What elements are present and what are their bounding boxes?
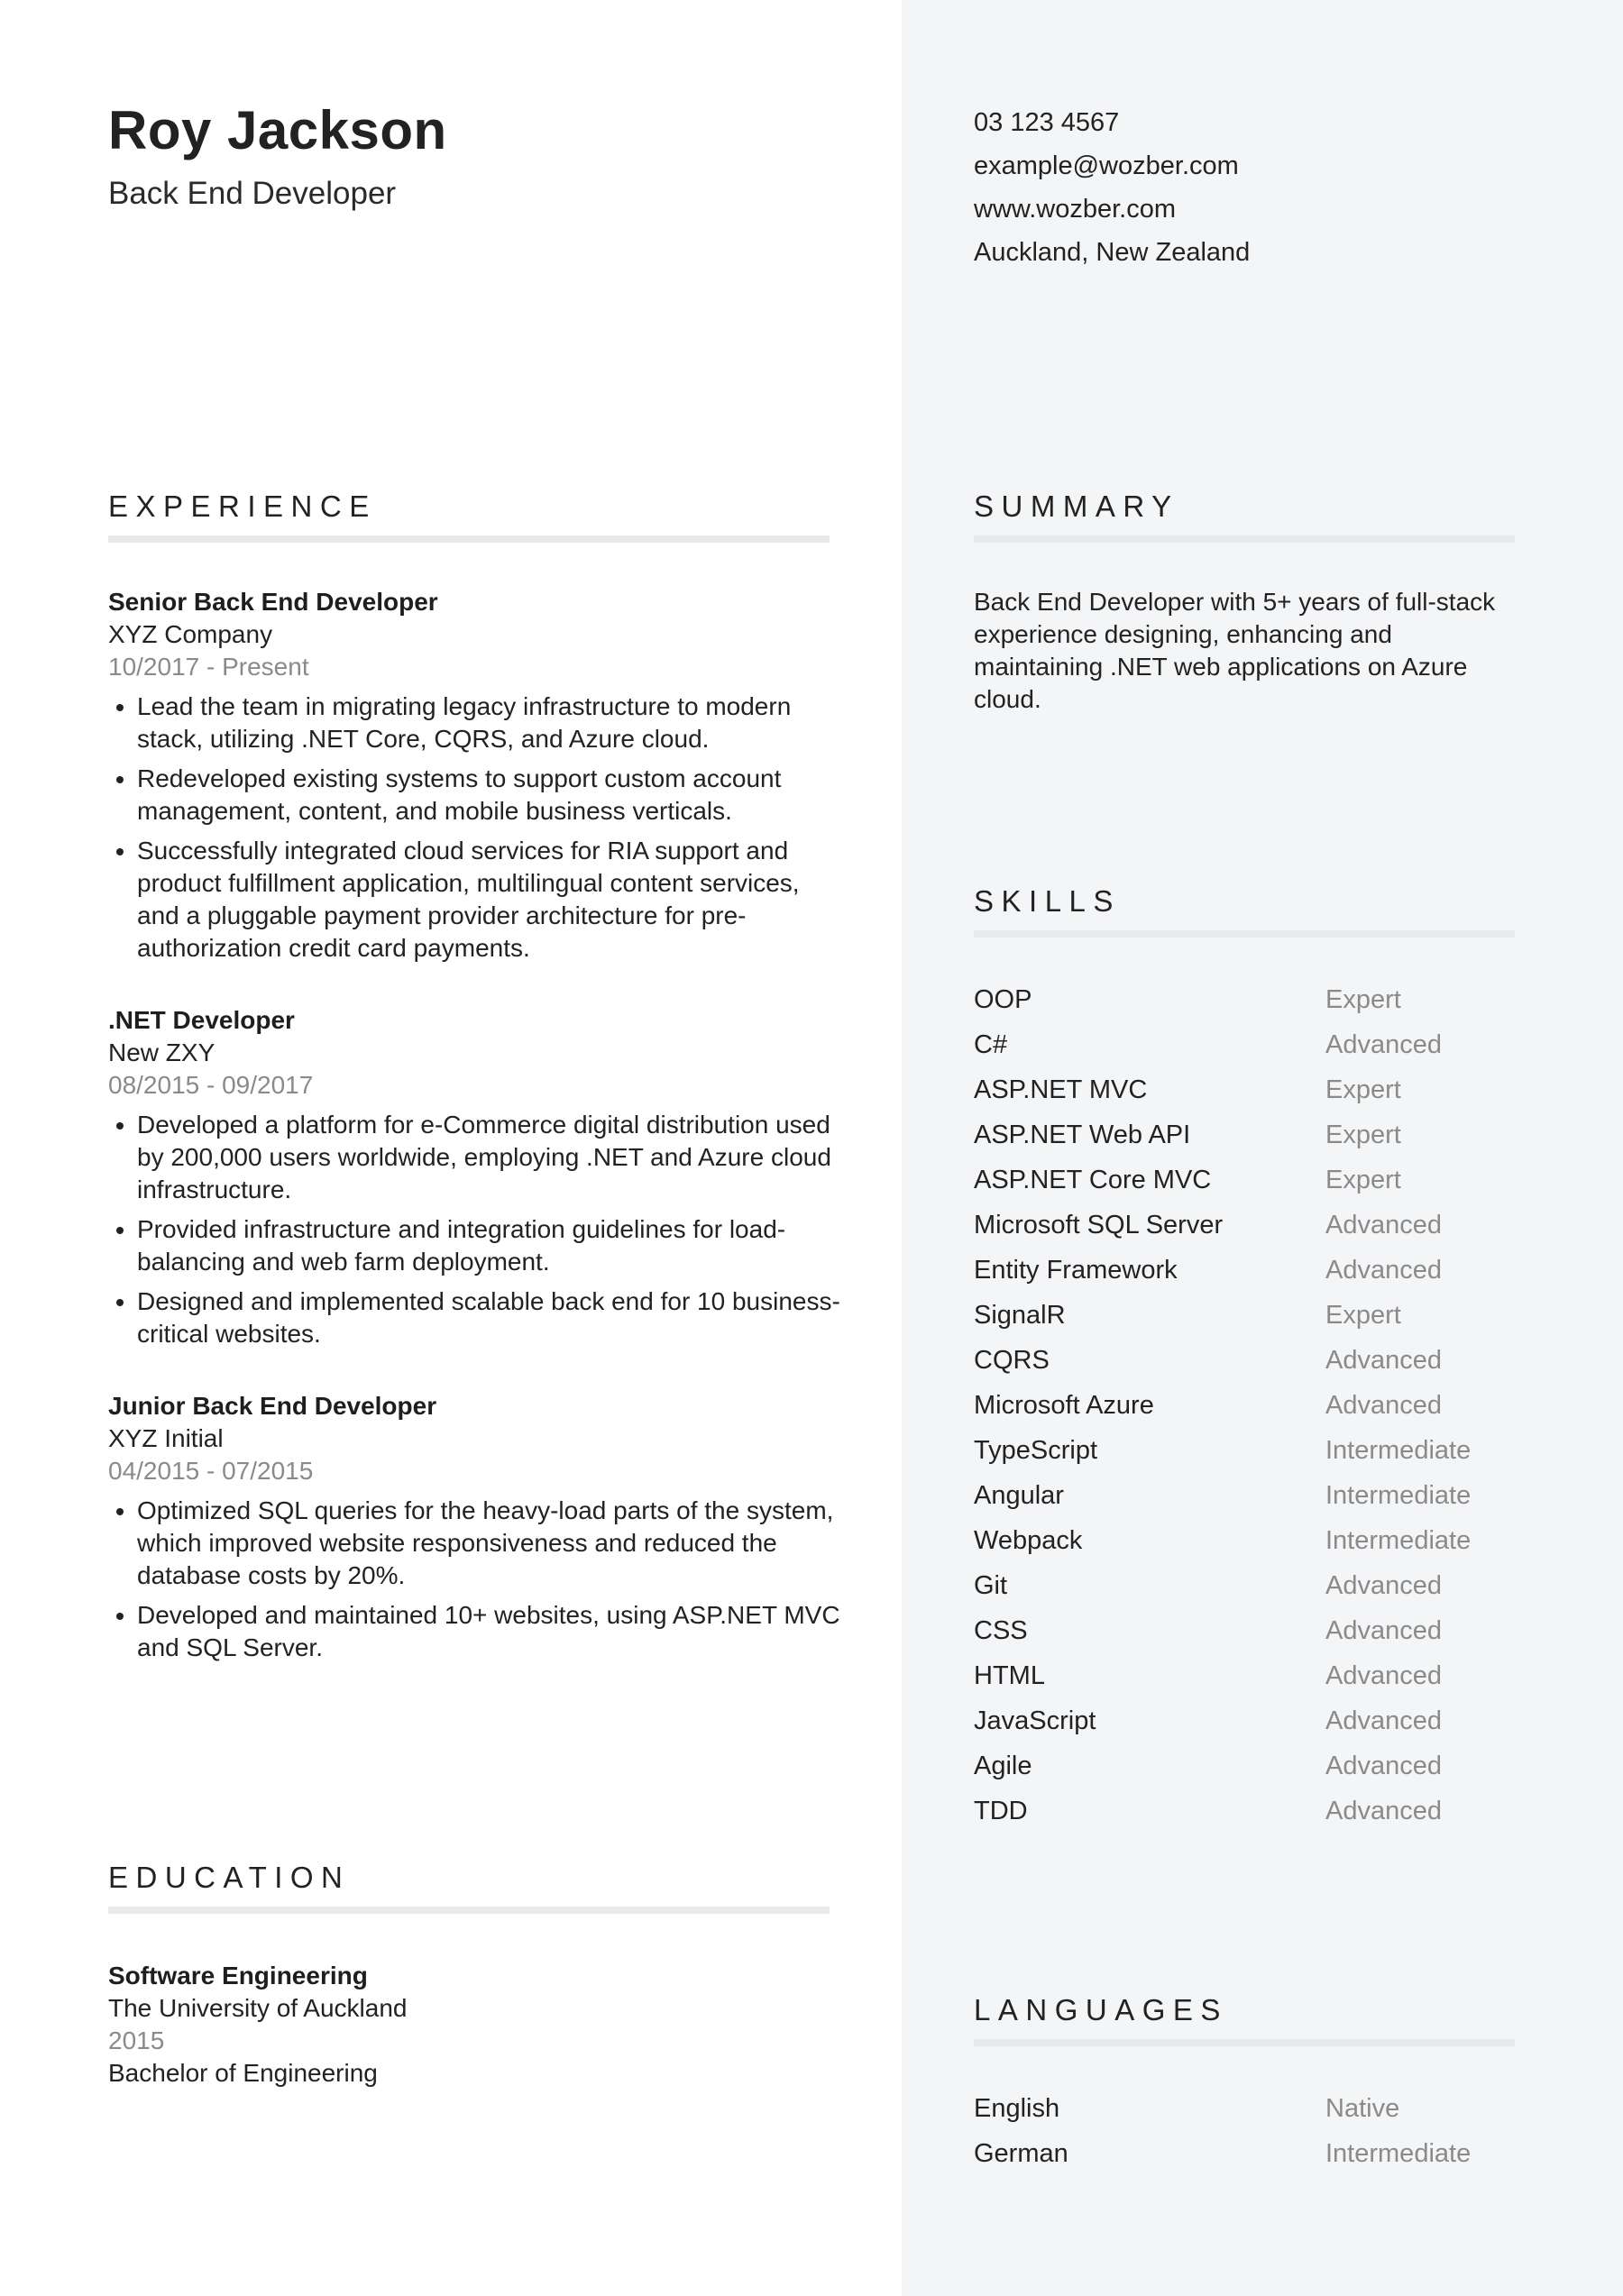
skill-name: Entity Framework xyxy=(974,1255,1178,1285)
contact-website: www.wozber.com xyxy=(974,195,1177,224)
skill-row xyxy=(974,1248,1551,1293)
summary-heading: SUMMARY xyxy=(974,489,1179,523)
job-bullet: • Lead the team in migrating legacy infrastructure to modern stack, utilizing .NET Core, CQRS, and Azure cloud. xyxy=(137,691,848,755)
skills-heading: SKILLS xyxy=(974,884,1121,918)
job-bullets xyxy=(108,691,848,965)
skill-row xyxy=(974,1383,1551,1428)
skill-name: Microsoft Azure xyxy=(974,1390,1154,1420)
education-heading: EDUCATION xyxy=(108,1861,351,1894)
skill-name: Git xyxy=(974,1570,1008,1600)
skill-name: Microsoft SQL Server xyxy=(974,1210,1224,1239)
skill-row xyxy=(974,1112,1551,1157)
language-level: Native xyxy=(1325,2093,1400,2123)
job-bullet: • Optimized SQL queries for the heavy-load parts of the system, which improved website responsiveness and reduced the database costs by 20%. xyxy=(137,1495,848,1592)
skill-level: Expert xyxy=(1325,1120,1401,1149)
skill-row xyxy=(974,1067,1551,1112)
education-item xyxy=(108,1960,408,2090)
job-bullets xyxy=(108,1109,848,1350)
language-row xyxy=(974,2131,1551,2176)
skill-row xyxy=(974,1022,1551,1067)
experience-item xyxy=(108,1390,848,1664)
skill-row xyxy=(974,1608,1551,1653)
job-bullet: • Developed a platform for e-Commerce digital distribution used by 200,000 users worldwide, employing .NET and Azure cloud infrastructure. xyxy=(137,1109,848,1206)
experience-heading-rule xyxy=(108,535,830,543)
skill-level: Advanced xyxy=(1325,1660,1442,1690)
education-year: 2015 xyxy=(108,2026,165,2054)
skill-level: Expert xyxy=(1325,1300,1401,1330)
experience-item xyxy=(108,1004,848,1350)
skill-row xyxy=(974,1698,1551,1743)
skill-name: CSS xyxy=(974,1615,1028,1645)
contact-location: Auckland, New Zealand xyxy=(974,238,1251,267)
skill-name: HTML xyxy=(974,1660,1045,1690)
candidate-title: Back End Developer xyxy=(108,176,397,211)
languages-list xyxy=(974,2086,1551,2176)
skill-name: TDD xyxy=(974,1796,1028,1825)
skill-level: Advanced xyxy=(1325,1255,1442,1285)
job-bullet: • Redeveloped existing systems to support custom account management, content, and mobile business verticals. xyxy=(137,763,848,828)
skill-level: Advanced xyxy=(1325,1615,1442,1645)
sidebar-column xyxy=(902,0,1623,2296)
skill-name: JavaScript xyxy=(974,1706,1096,1735)
job-dates: 08/2015 - 09/2017 xyxy=(108,1071,314,1099)
skill-row xyxy=(974,977,1551,1022)
job-bullet: • Provided infrastructure and integration guidelines for load-balancing and web farm deployment. xyxy=(137,1213,848,1278)
education-degree: Software Engineering xyxy=(108,1962,368,1990)
skill-name: TypeScript xyxy=(974,1435,1097,1465)
skill-row xyxy=(974,1293,1551,1338)
skill-row xyxy=(974,1428,1551,1473)
language-name: English xyxy=(974,2093,1060,2123)
job-bullet: • Developed and maintained 10+ websites, using ASP.NET MVC and SQL Server. xyxy=(137,1599,848,1664)
skill-level: Advanced xyxy=(1325,1029,1442,1059)
skill-name: OOP xyxy=(974,984,1032,1014)
skill-row xyxy=(974,1473,1551,1518)
job-role: Junior Back End Developer xyxy=(108,1392,437,1420)
skill-row xyxy=(974,1518,1551,1563)
skill-level: Advanced xyxy=(1325,1345,1442,1375)
job-company: XYZ Company xyxy=(108,620,273,648)
education-school: The University of Auckland xyxy=(108,1994,408,2022)
skill-name: CQRS xyxy=(974,1345,1050,1375)
candidate-name: Roy Jackson xyxy=(108,100,447,160)
skills-list xyxy=(974,977,1551,1834)
skill-name: ASP.NET Web API xyxy=(974,1120,1191,1149)
skill-row xyxy=(974,1203,1551,1248)
skill-level: Expert xyxy=(1325,1075,1401,1104)
job-bullet: • Successfully integrated cloud services for RIA support and product fulfillment application, multilingual content services, and a pluggable payment provider architecture for pre-authorization credit card payments. xyxy=(137,835,848,965)
job-role: Senior Back End Developer xyxy=(108,588,438,616)
languages-heading-rule xyxy=(974,2039,1515,2046)
skill-row xyxy=(974,1563,1551,1608)
skill-level: Expert xyxy=(1325,984,1401,1014)
skill-level: Expert xyxy=(1325,1165,1401,1194)
job-bullets xyxy=(108,1495,848,1664)
summary-text: Back End Developer with 5+ years of full-stack experience designing, enhancing and maintaining .NET web applications on Azure cloud. xyxy=(974,588,1496,713)
language-name: German xyxy=(974,2138,1068,2168)
education-heading-rule xyxy=(108,1907,830,1914)
education-qualification: Bachelor of Engineering xyxy=(108,2059,378,2087)
job-role: .NET Developer xyxy=(108,1006,295,1034)
skill-name: Agile xyxy=(974,1751,1032,1780)
language-row xyxy=(974,2086,1551,2131)
skill-level: Advanced xyxy=(1325,1570,1442,1600)
skills-heading-rule xyxy=(974,930,1515,938)
job-company: XYZ Initial xyxy=(108,1424,224,1452)
skill-name: ASP.NET Core MVC xyxy=(974,1165,1212,1194)
contact-phone: 03 123 4567 xyxy=(974,108,1120,137)
skill-level: Advanced xyxy=(1325,1751,1442,1780)
skill-name: C# xyxy=(974,1029,1008,1059)
skill-row xyxy=(974,1743,1551,1788)
skill-level: Advanced xyxy=(1325,1706,1442,1735)
language-level: Intermediate xyxy=(1325,2138,1472,2168)
skill-level: Advanced xyxy=(1325,1390,1442,1420)
contact-email: example@wozber.com xyxy=(974,151,1239,180)
skill-level: Advanced xyxy=(1325,1210,1442,1239)
skill-row xyxy=(974,1338,1551,1383)
contact-block xyxy=(974,101,1250,274)
job-dates: 04/2015 - 07/2015 xyxy=(108,1457,314,1485)
job-dates: 10/2017 - Present xyxy=(108,653,309,681)
skill-name: SignalR xyxy=(974,1300,1066,1330)
job-company: New ZXY xyxy=(108,1038,215,1066)
experience-item xyxy=(108,586,848,965)
skill-name: Webpack xyxy=(974,1525,1083,1555)
experience-heading: EXPERIENCE xyxy=(108,489,377,523)
skill-level: Intermediate xyxy=(1325,1480,1472,1510)
skill-name: ASP.NET MVC xyxy=(974,1075,1148,1104)
languages-heading: LANGUAGES xyxy=(974,1993,1228,2026)
skill-level: Intermediate xyxy=(1325,1525,1472,1555)
skill-row xyxy=(974,1653,1551,1698)
experience-list xyxy=(108,586,848,1704)
skill-row xyxy=(974,1788,1551,1834)
job-bullet: • Designed and implemented scalable back end for 10 business-critical websites. xyxy=(137,1285,848,1350)
skill-level: Intermediate xyxy=(1325,1435,1472,1465)
summary-heading-rule xyxy=(974,535,1515,543)
skill-row xyxy=(974,1157,1551,1203)
skill-name: Angular xyxy=(974,1480,1064,1510)
skill-level: Advanced xyxy=(1325,1796,1442,1825)
